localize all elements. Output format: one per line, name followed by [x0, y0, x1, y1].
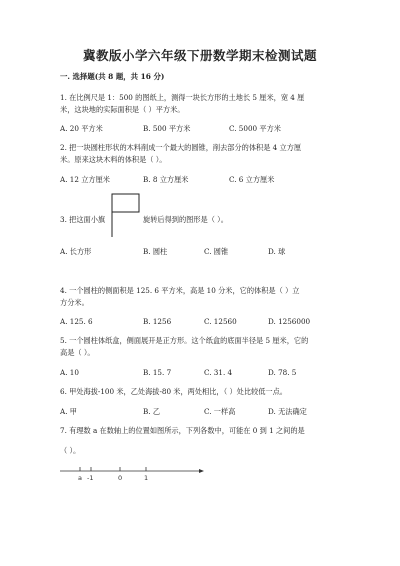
- q5-option-a[interactable]: A. 10: [60, 368, 79, 377]
- q4-text-line1: 4. 一个圆柱的侧面积是 125. 6 平方米，高是 10 分米，它的体积是（ ）立: [60, 286, 300, 295]
- q4-text-line2: 方分米。: [60, 298, 89, 307]
- q2-option-a[interactable]: A. 12 立方厘米: [60, 175, 110, 184]
- q3-text-prefix: 3. 把这面小旗: [60, 215, 106, 224]
- number-line: [58, 463, 208, 489]
- q3-option-b[interactable]: B. 圆柱: [143, 247, 168, 256]
- q2-text-line1: 2. 把一块圆柱形状的木料削成一个最大的圆锥，削去部分的体积是 4 立方厘: [60, 143, 302, 152]
- q5-option-d[interactable]: D. 78. 5: [268, 368, 297, 377]
- q1-option-c[interactable]: C. 5000 平方米: [229, 124, 281, 133]
- q3-option-d[interactable]: D. 球: [268, 247, 286, 256]
- q7-text-line2: （ ）。: [60, 446, 81, 455]
- q1-text-line2: 米，这块地的实际面积是（ ）平方米。: [60, 105, 185, 114]
- label-minus-1: -1: [87, 474, 94, 482]
- q6-option-a[interactable]: A. 甲: [60, 407, 77, 416]
- q3-option-a[interactable]: A. 长方形: [60, 247, 92, 256]
- q6-option-c[interactable]: C. 一样高: [204, 407, 236, 416]
- q5-option-c[interactable]: C. 31. 4: [204, 368, 233, 377]
- q4-option-d[interactable]: D. 1256000: [268, 317, 311, 326]
- q5-text-line1: 5. 一个圆柱体纸盒，侧面展开是正方形。这个纸盒的底面半径是 5 厘米，它的: [60, 336, 309, 345]
- section-heading: 一. 选择题(共 8 题，共 16 分): [60, 72, 165, 81]
- q1-text-line1: 1. 在比例尺是 1：500 的图纸上，测得一块长方形的土地长 5 厘米，宽 4 厘: [60, 93, 305, 102]
- flag-figure: [111, 193, 141, 238]
- label-1: 1: [144, 474, 149, 482]
- q1-option-b[interactable]: B. 500 平方米: [143, 124, 191, 133]
- q3-text-suffix: 旋转后得到的图形是（ ）。: [143, 215, 228, 224]
- q6-text-line1: 6. 甲处海拔-100 米，乙处海拔-80 米，两处相比，（ ）处比较低一点。: [60, 387, 287, 396]
- label-0: 0: [118, 474, 123, 482]
- q4-option-b[interactable]: B. 1256: [143, 317, 172, 326]
- q4-option-a[interactable]: A. 125. 6: [60, 317, 93, 326]
- q6-option-d[interactable]: D. 无法确定: [268, 407, 307, 416]
- q2-text-line2: 米。原来这块木料的体积是（ ）。: [60, 155, 167, 164]
- q3-option-c[interactable]: C. 圆锥: [204, 247, 229, 256]
- page-title: 冀教版小学六年级下册数学期末检测试题: [82, 48, 317, 63]
- q6-option-b[interactable]: B. 乙: [143, 407, 161, 416]
- q5-text-line2: 高是（ ）。: [60, 348, 95, 357]
- q2-option-c[interactable]: C. 6 立方厘米: [229, 175, 275, 184]
- q4-option-c[interactable]: C. 12560: [204, 317, 237, 326]
- q1-option-a[interactable]: A. 20 平方米: [60, 124, 103, 133]
- q2-option-b[interactable]: B. 8 立方厘米: [143, 175, 189, 184]
- number-line-arrow: [199, 469, 204, 473]
- q5-option-b[interactable]: B. 15. 7: [143, 368, 172, 377]
- q7-text-line1: 7. 有理数 a 在数轴上的位置如图所示，下列各数中，可能在 0 到 1 之间的是: [60, 426, 305, 435]
- label-a: a: [78, 474, 82, 482]
